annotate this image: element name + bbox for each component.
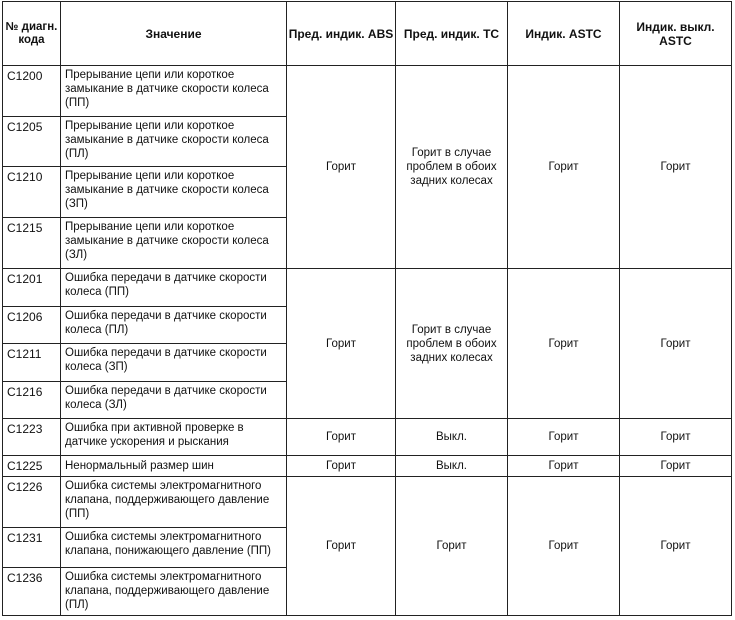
group1-abs: Горит — [287, 66, 396, 269]
row-desc: Ошибка системы электромагнитного клапана, поддерживающего давление (ПП) — [61, 477, 287, 528]
group2-tc: Горит в случае проблем в обоих задних колесах — [396, 269, 508, 419]
row-desc: Прерывание цепи или короткое замыкание в датчике скорости колеса (ЗЛ) — [61, 218, 287, 269]
group1-astc-off: Горит — [620, 66, 732, 269]
row-code: C1216 — [3, 382, 61, 419]
header-row — [3, 2, 732, 66]
group2-abs: Горит — [287, 269, 396, 419]
table-row — [3, 269, 732, 307]
row-code: C1223 — [3, 419, 61, 456]
diagnostic-codes-table — [2, 1, 732, 616]
row-code: C1206 — [3, 307, 61, 344]
table-row — [3, 456, 732, 477]
row-desc: Ненормальный размер шин — [61, 456, 287, 477]
row-desc: Ошибка системы электромагнитного клапана, поддерживающего давление (ПЛ) — [61, 568, 287, 616]
row-desc: Прерывание цепи или короткое замыкание в датчике скорости колеса (ЗП) — [61, 167, 287, 218]
header-code: № диагн. кода — [3, 2, 61, 66]
row-code: C1231 — [3, 528, 61, 568]
group5-astc-off: Горит — [620, 477, 732, 616]
row-desc: Ошибка передачи в датчике скорости колеса (ЗП) — [61, 344, 287, 382]
row-desc: Ошибка передачи в датчике скорости колеса (ПЛ) — [61, 307, 287, 344]
group2-astc-off: Горит — [620, 269, 732, 419]
group3-tc: Выкл. — [396, 419, 508, 456]
row-desc: Ошибка системы электромагнитного клапана, понижающего давление (ПП) — [61, 528, 287, 568]
row-code: C1205 — [3, 117, 61, 167]
group1-tc: Горит в случае проблем в обоих задних колесах — [396, 66, 508, 269]
group4-tc: Выкл. — [396, 456, 508, 477]
group5-astc: Горит — [508, 477, 620, 616]
row-desc: Ошибка передачи в датчике скорости колеса (ЗЛ) — [61, 382, 287, 419]
header-tc: Пред. индик. TC — [396, 2, 508, 66]
group4-abs: Горит — [287, 456, 396, 477]
group4-astc-off: Горит — [620, 456, 732, 477]
table-row — [3, 477, 732, 528]
group3-abs: Горит — [287, 419, 396, 456]
row-code: C1215 — [3, 218, 61, 269]
group2-astc: Горит — [508, 269, 620, 419]
group4-astc: Горит — [508, 456, 620, 477]
row-code: C1225 — [3, 456, 61, 477]
group3-astc-off: Горит — [620, 419, 732, 456]
table-row — [3, 66, 732, 117]
header-abs: Пред. индик. ABS — [287, 2, 396, 66]
row-desc: Ошибка при активной проверке в датчике ускорения и рыскания — [61, 419, 287, 456]
group3-astc: Горит — [508, 419, 620, 456]
row-desc: Прерывание цепи или короткое замыкание в датчике скорости колеса (ПЛ) — [61, 117, 287, 167]
table-row — [3, 419, 732, 456]
row-code: C1200 — [3, 66, 61, 117]
header-astc: Индик. ASTC — [508, 2, 620, 66]
row-desc: Ошибка передачи в датчике скорости колеса (ПП) — [61, 269, 287, 307]
row-code: C1201 — [3, 269, 61, 307]
row-code: C1211 — [3, 344, 61, 382]
header-astc-off: Индик. выкл. ASTC — [620, 2, 732, 66]
row-code: C1210 — [3, 167, 61, 218]
group5-tc: Горит — [396, 477, 508, 616]
row-desc: Прерывание цепи или короткое замыкание в датчике скорости колеса (ПП) — [61, 66, 287, 117]
row-code: C1226 — [3, 477, 61, 528]
group5-abs: Горит — [287, 477, 396, 616]
group1-astc: Горит — [508, 66, 620, 269]
header-meaning: Значение — [61, 2, 287, 66]
row-code: C1236 — [3, 568, 61, 616]
